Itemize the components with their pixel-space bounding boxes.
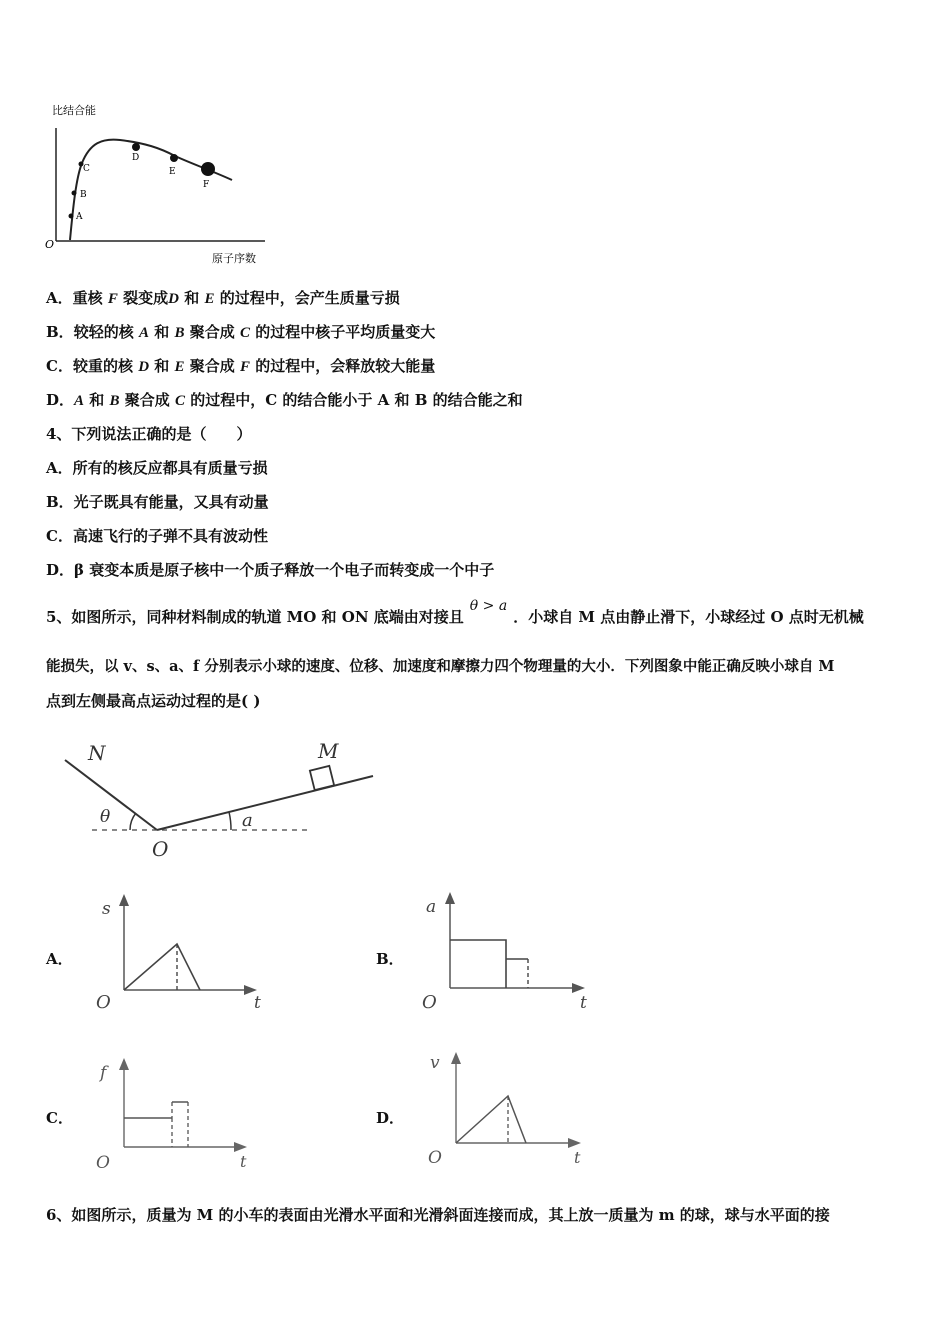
q3-option-d[interactable]: D．A 和 B 聚合成 C 的过程中，C 的结合能小于 A 和 B 的结合能之和 bbox=[46, 391, 523, 409]
label-theta: θ bbox=[100, 807, 111, 827]
point-d bbox=[132, 143, 140, 151]
q5-option-d-label[interactable]: D． bbox=[376, 1109, 405, 1127]
graph-xlabel: 原子序数 bbox=[212, 252, 256, 265]
angle-theta-arc bbox=[130, 813, 136, 830]
a-step-1 bbox=[450, 940, 506, 988]
q5-graph-c[interactable] bbox=[92, 1052, 267, 1174]
q5-option-b-label[interactable]: B． bbox=[376, 950, 404, 968]
point-a-label: A bbox=[76, 212, 83, 222]
angle-alpha-arc bbox=[229, 812, 231, 830]
q5-condition: θ > a bbox=[469, 598, 508, 614]
graph-ylabel: 比结合能 bbox=[52, 104, 96, 117]
q4-option-d[interactable]: D．β 衰变本质是原子核中一个质子释放一个电子而转变成一个中子 bbox=[46, 561, 495, 579]
x-arrow bbox=[568, 1138, 581, 1148]
graph-origin: O bbox=[45, 238, 55, 251]
axis-y-label: a bbox=[426, 897, 437, 917]
q5-option-a-label[interactable]: A． bbox=[46, 950, 73, 968]
track-mo bbox=[157, 776, 373, 830]
axis-y-label: v bbox=[430, 1053, 440, 1073]
origin-label: O bbox=[428, 1148, 442, 1168]
x-arrow bbox=[234, 1142, 247, 1152]
origin-label: O bbox=[96, 1153, 110, 1173]
x-arrow bbox=[572, 983, 585, 993]
block-m bbox=[310, 766, 334, 790]
q4-option-c[interactable]: C．高速飞行的子弹不具有波动性 bbox=[46, 527, 268, 545]
label-m: M bbox=[318, 739, 339, 763]
point-d-label: D bbox=[132, 153, 140, 163]
axis-x-label: t bbox=[254, 993, 261, 1013]
q5-track-diagram bbox=[60, 738, 390, 863]
q5-graph-d[interactable] bbox=[418, 1046, 593, 1171]
label-alpha: a bbox=[242, 810, 253, 831]
point-f-label: F bbox=[203, 180, 210, 190]
q3-option-b[interactable]: B．较轻的核 A 和 B 聚合成 C 的过程中核子平均质量变大 bbox=[46, 323, 436, 341]
y-arrow bbox=[119, 894, 129, 906]
q6-stem: 6、如图所示，质量为 M 的小车的表面由光滑水平面和光滑斜面连接而成，其上放一质量为 m 的球，球与水平面的接 bbox=[46, 1206, 830, 1224]
q4-option-a[interactable]: A．所有的核反应都具有质量亏损 bbox=[46, 459, 268, 477]
v-curve bbox=[456, 1096, 526, 1143]
label-o: O bbox=[152, 837, 169, 861]
point-f bbox=[201, 162, 215, 176]
track-on bbox=[65, 760, 157, 830]
q5-stem-line1: 5、如图所示，同种材料制成的轨道 MO 和 ON 底端由对接且θ > a．小球自 M 点由静止滑下，小球经过 O 点时无机械 bbox=[46, 598, 864, 626]
axis-x-label: t bbox=[574, 1148, 581, 1167]
origin-label: O bbox=[96, 992, 111, 1013]
binding-energy-graph bbox=[40, 98, 280, 268]
y-arrow bbox=[451, 1052, 461, 1064]
label-n: N bbox=[88, 741, 106, 765]
point-b bbox=[72, 191, 77, 196]
q4-option-b[interactable]: B．光子既具有能量，又具有动量 bbox=[46, 493, 269, 511]
axis-y-label: s bbox=[102, 899, 111, 919]
y-arrow bbox=[119, 1058, 129, 1070]
point-e bbox=[170, 154, 178, 162]
origin-label: O bbox=[422, 992, 437, 1013]
axis-y-label: f bbox=[100, 1063, 107, 1083]
q3-option-a[interactable]: A．重核 F 裂变成D 和 E 的过程中，会产生质量亏损 bbox=[46, 289, 400, 307]
q3-option-c[interactable]: C．较重的核 D 和 E 聚合成 F 的过程中，会释放较大能量 bbox=[46, 357, 436, 375]
point-a bbox=[69, 214, 74, 219]
q5-stem-line3: 点到左侧最高点运动过程的是( ) bbox=[46, 692, 261, 710]
s-curve bbox=[124, 944, 200, 990]
q5-stem-line2: 能损失，以 v、s、a、f 分别表示小球的速度、位移、加速度和摩擦力四个物理量的大小．下列图象中能正确反映小球自 M bbox=[46, 658, 835, 675]
q5-option-c-label[interactable]: C． bbox=[46, 1109, 73, 1127]
point-e-label: E bbox=[169, 167, 176, 177]
point-c-label: C bbox=[83, 164, 90, 174]
axis-x-label: t bbox=[240, 1152, 247, 1171]
q5-graph-a[interactable] bbox=[92, 890, 267, 1015]
point-b-label: B bbox=[80, 190, 87, 200]
q5-graph-b[interactable] bbox=[418, 888, 593, 1015]
y-arrow bbox=[445, 892, 455, 904]
q4-stem: 4、下列说法正确的是（ ） bbox=[46, 425, 252, 443]
axis-x-label: t bbox=[580, 993, 587, 1013]
